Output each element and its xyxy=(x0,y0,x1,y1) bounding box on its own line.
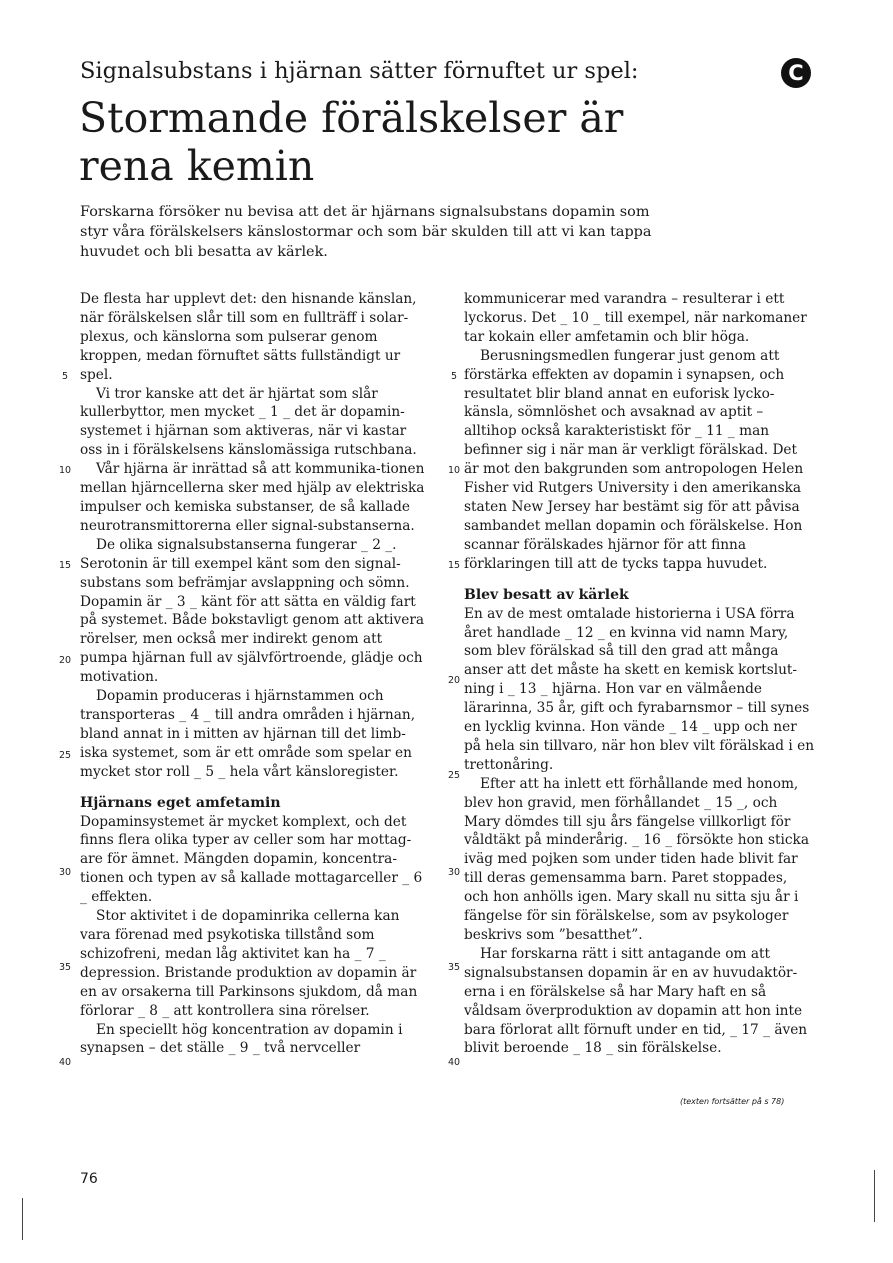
line-number: 35 xyxy=(448,962,461,973)
right-subheading: Blev besatt av kärlek xyxy=(464,586,629,603)
level-badge: C xyxy=(781,58,811,88)
line-number: 10 xyxy=(59,465,72,476)
left-paragraph-2: Vi tror kanske att det är hjärtat som slår kullerbyttor, men mycket _ 1 _ det är dopamin-systemet i hjärnan som aktiveras, när vi kastar oss in i förälskelsens känslomässiga rutschbana. xyxy=(80,385,417,459)
line-number: 25 xyxy=(59,750,72,761)
scan-margin-mark xyxy=(874,1170,875,1222)
line-number: 15 xyxy=(448,560,461,571)
right-paragraph-2: Berusningsmedlen fungerar just genom att förstärka effekten av dopamin i synapsen, och resultatet blir bland annat en euforisk lycko-känsla, sömnlöshet och avsaknad av aptit – alltihop också karakteristiskt för _ 11 _ man befinner sig i när man är verkligt förälskad. Det är mot den bakgrunden som antropologen Helen Fisher vid Rutgers University i den amerikanska staten New Jersey har bestämt sig för att påvisa sambandet mellan dopamin och förälskelse. Hon scannar förälskades hjärnor för att finna förklaringen till att de tycks tappa huvudet. xyxy=(464,347,804,572)
page-number: 76 xyxy=(80,1171,98,1187)
right-paragraph-5: Har forskarna rätt i sitt antagande om att signalsubstansen dopamin är en av huvudaktör-erna i en förälskelse så har Mary haft en så våldsam överproduktion av dopamin att hon inte bara förlorat allt förnuft under en tid, _ 17 _ även blivit beroende _ 18 _ sin förälskelse. xyxy=(464,945,808,1057)
line-number: 5 xyxy=(62,371,69,382)
left-paragraph-7: Stor aktivitet i de dopaminrika cellerna kan vara förenad med psykotiska tillstånd som schizofreni, medan låg aktivitet kan ha _ 7 _ depression. Bristande produktion av dopamin är en av orsakerna till Parkinsons sjukdom, då man förlorar _ 8 _ att kontrollera sina rörelser. xyxy=(80,908,418,1019)
line-number: 10 xyxy=(448,465,461,476)
article-ingress: Forskarna försöker nu bevisa att det är hjärnans signalsubstans dopamin som styr våra förälskelsers känslostormar och som bär skulden till att vi kan tappa huvudet och bli besatta av kärlek. xyxy=(80,204,652,260)
title-line-2: rena kemin xyxy=(79,142,315,190)
left-column xyxy=(80,290,428,1058)
article-kicker: Signalsubstans i hjärnan sätter förnuftet ur spel: xyxy=(80,58,639,84)
left-paragraph-8: En speciellt hög koncentration av dopamin i synapsen – det ställe _ 9 _ två nervceller xyxy=(80,1021,403,1057)
line-number: 5 xyxy=(451,371,458,382)
left-paragraph-4: De olika signalsubstanserna fungerar _ 2 _. Serotonin är till exempel känt som den signal-substans som befrämjar avslappning och sömn. Dopamin är _ 3 _ känt för att sätta en väldig fart på systemet. Både bokstavligt genom att aktivera rörelser, men också mer indirekt genom att pumpa hjärnan full av självförtroende, glädje och motivation. xyxy=(80,536,425,686)
line-number: 15 xyxy=(59,560,72,571)
right-paragraph-3: En av de mest omtalade historierna i USA förra året handlade _ 12 _ en kvinna vid namn Mary, som blev förälskad så till den grad att många anser att det måste ha skett en kemisk kortslut-ning i _ 13 _ hjärna. Hon var en välmående lärarinna, 35 år, gift och fyrabarnsmor – till synes en lycklig kvinna. Hon vände _ 14 _ upp och ner på hela sin tillvaro, när hon blev vilt förälskad i en trettonåring. xyxy=(464,605,815,773)
line-number: 25 xyxy=(448,770,461,781)
line-number: 40 xyxy=(448,1057,461,1068)
title-line-1: Stormande förälskelser är xyxy=(79,94,624,142)
left-paragraph-5: Dopamin produceras i hjärnstammen och transporteras _ 4 _ till andra områden i hjärnan, bland annat in i mitten av hjärnan till det limb-iska systemet, som är ett område som spelar en mycket stor roll _ 5 _ hela vårt känsloregister. xyxy=(80,688,416,780)
right-paragraph-1: kommunicerar med varandra – resulterar i ett lyckorus. Det _ 10 _ till exempel, när narkomaner tar kokain eller amfetamin och blir höga. xyxy=(464,291,807,345)
line-number: 30 xyxy=(448,867,461,878)
line-number: 20 xyxy=(448,675,461,686)
scan-margin-mark xyxy=(22,1198,23,1240)
left-paragraph-6: Dopaminsystemet är mycket komplext, och det finns flera olika typer av celler som har mottag-are för ämnet. Mängden dopamin, koncentra-tionen och typen av så kallade mottagarceller _ 6 _ effekten. xyxy=(80,813,423,906)
left-paragraph-1: De flesta har upplevt det: den hisnande känslan, när förälskelsen slår till som en fullträff i solar-plexus, och känslorna som pulserar genom kroppen, medan förnuftet sätts fullständigt ur spel. xyxy=(80,291,417,383)
article-title xyxy=(79,94,623,190)
line-number: 20 xyxy=(59,655,72,666)
right-column xyxy=(464,290,816,1058)
line-number: 40 xyxy=(59,1057,72,1068)
left-paragraph-3: Vår hjärna är inrättad så att kommunika-tionen mellan hjärncellerna sker med hjälp av elektriska impulser och kemiska substanser, de så kallade neurotransmittorerna eller signal-substanserna. xyxy=(80,461,425,534)
line-number: 35 xyxy=(59,962,72,973)
line-number: 30 xyxy=(59,867,72,878)
right-paragraph-4: Efter att ha inlett ett förhållande med honom, blev hon gravid, men förhållandet _ 15 _, och Mary dömdes till sju års fängelse villkorligt för våldtäkt på minderårig. _ 16 _ försökte hon sticka iväg med pojken som under tiden hade blivit far till deras gemensamma barn. Paret stoppades, och hon anhölls igen. Mary skall nu sitta sju år i fängelse för sin förälskelse, som av psykologer beskrivs som ”besatthet”. xyxy=(464,775,809,943)
continued-note: (texten fortsätter på s 78) xyxy=(680,1097,785,1106)
left-subheading: Hjärnans eget amfetamin xyxy=(80,794,281,811)
